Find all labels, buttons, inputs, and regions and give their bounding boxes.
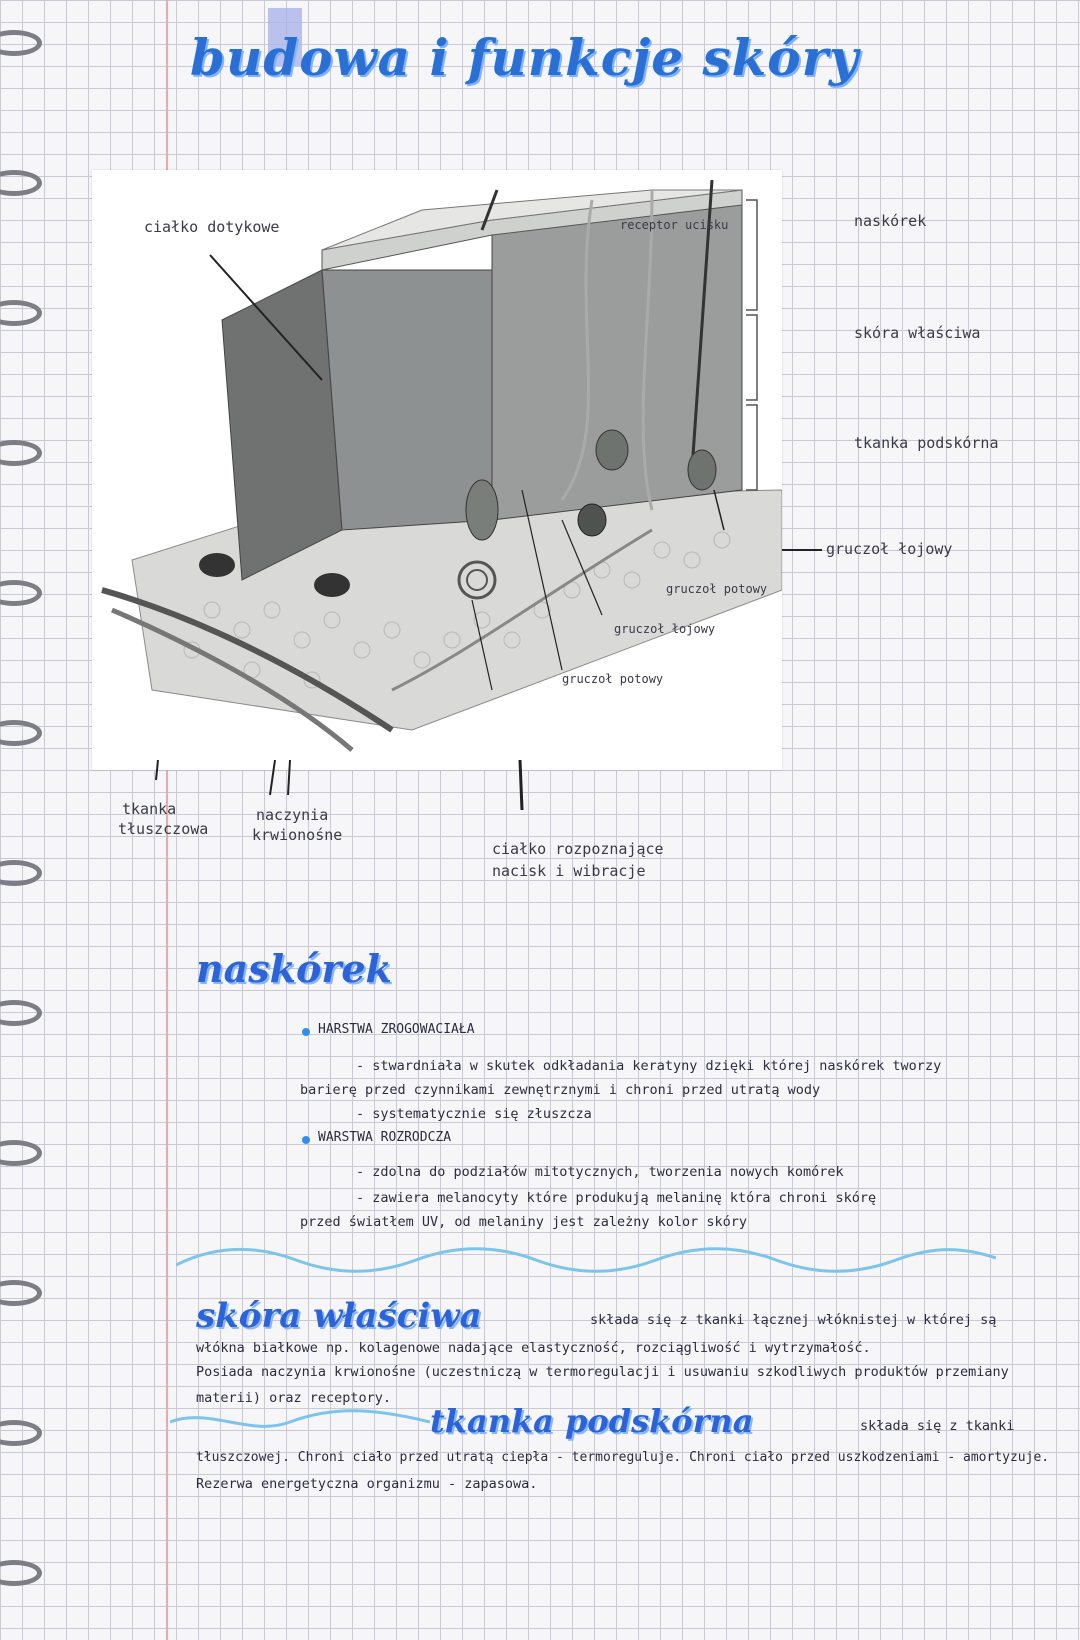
label-cialko-dotykowe: ciałko dotykowe bbox=[144, 218, 280, 236]
label-gruczol-potowy-small: gruczoł potowy bbox=[666, 582, 768, 596]
binding-ring bbox=[0, 1420, 42, 1446]
bullet-icon bbox=[302, 1028, 310, 1036]
label-gruczol-lojowy-inner: gruczoł łojowy bbox=[614, 622, 716, 636]
binding-ring bbox=[0, 300, 42, 326]
binding-ring bbox=[0, 1000, 42, 1026]
label-tkanka-podskorna: tkanka podskórna bbox=[854, 434, 999, 452]
binding-ring bbox=[0, 860, 42, 886]
binding-ring bbox=[0, 720, 42, 746]
text-line: - zawiera melanocyty które produkują melaninę która chroni skórę bbox=[356, 1190, 877, 1206]
text-line: składa się z tkanki łącznej włóknistej w której są bbox=[590, 1312, 997, 1328]
bullet-icon bbox=[302, 1136, 310, 1144]
binding-ring bbox=[0, 580, 42, 606]
label-krwionosne: krwionośne bbox=[252, 826, 343, 844]
binding-ring bbox=[0, 170, 42, 196]
text-line: przed światłem UV, od melaniny jest zależny kolor skóry bbox=[300, 1214, 748, 1230]
text-line: - systematycznie się złuszcza bbox=[356, 1106, 592, 1122]
text-line: Posiada naczynia krwionośne (uczestniczą w termoregulacji i usuwaniu szkodliwych produktów przemiany bbox=[196, 1364, 1009, 1380]
page-title: budowa i funkcje skóry bbox=[190, 28, 860, 87]
binding-ring bbox=[0, 1280, 42, 1306]
label-cialko-nacisk: ciałko rozpoznające bbox=[492, 840, 664, 858]
label-naskorek: naskórek bbox=[854, 212, 927, 230]
label-skora-wlasciwa: skóra właściwa bbox=[854, 324, 981, 342]
heading-naskorek: naskórek bbox=[196, 946, 392, 991]
heading-tkanka-podskorna: tkanka podskórna bbox=[430, 1402, 754, 1440]
text-line: tłuszczowej. Chroni ciało przed utratą ciepła - termoreguluje. Chroni ciało przed uszkodzeniami - amortyzuje. bbox=[196, 1450, 1050, 1465]
pointer-line bbox=[782, 548, 822, 552]
skin-diagram bbox=[92, 170, 782, 770]
wavy-divider bbox=[176, 1240, 996, 1280]
binding-ring bbox=[0, 1560, 42, 1586]
text-line: włókna białkowe np. kolagenowe nadające elastyczność, rozciągliwość i wytrzymałość. bbox=[196, 1340, 871, 1356]
label-gruczol-potowy-bottom: gruczoł potowy bbox=[562, 672, 664, 686]
bullet-warstwa-zrogowaciala: HARSTWA ZROGOWACIAŁA bbox=[318, 1022, 475, 1037]
text-line: barierę przed czynnikami zewnętrznymi i chroni przed utratą wody bbox=[300, 1082, 821, 1098]
skin-cross-section-illustration bbox=[92, 170, 782, 770]
label-receptor-ucisku: receptor ucisku bbox=[620, 218, 729, 232]
bottom-pointer-lines bbox=[140, 760, 560, 820]
wavy-divider bbox=[170, 1402, 430, 1442]
bullet-warstwa-rozrodcza: WARSTWA ROZRODCZA bbox=[318, 1130, 452, 1145]
label-naczynia: naczynia bbox=[256, 806, 329, 824]
label-nacisk-wibracje: nacisk i wibracje bbox=[492, 862, 646, 880]
text-line: składa się z tkanki bbox=[860, 1418, 1015, 1434]
text-line: materii) oraz receptory. bbox=[196, 1390, 392, 1406]
binding-ring bbox=[0, 1140, 42, 1166]
text-line: - stwardniała w skutek odkładania keratyny dzięki której naskórek tworzy bbox=[356, 1058, 942, 1074]
binding-ring bbox=[0, 440, 42, 466]
label-tluszczowa: tłuszczowa bbox=[118, 820, 209, 838]
heading-skora-wlasciwa: skóra właściwa bbox=[196, 1296, 482, 1336]
binding-ring bbox=[0, 30, 42, 56]
label-tkanka: tkanka bbox=[122, 800, 177, 818]
spiral-binding bbox=[0, 0, 60, 1640]
label-gruczol-lojowy: gruczoł łojowy bbox=[826, 540, 953, 558]
text-line: - zdolna do podziałów mitotycznych, tworzenia nowych komórek bbox=[356, 1164, 844, 1180]
text-line: Rezerwa energetyczna organizmu - zapasowa. bbox=[196, 1476, 538, 1492]
